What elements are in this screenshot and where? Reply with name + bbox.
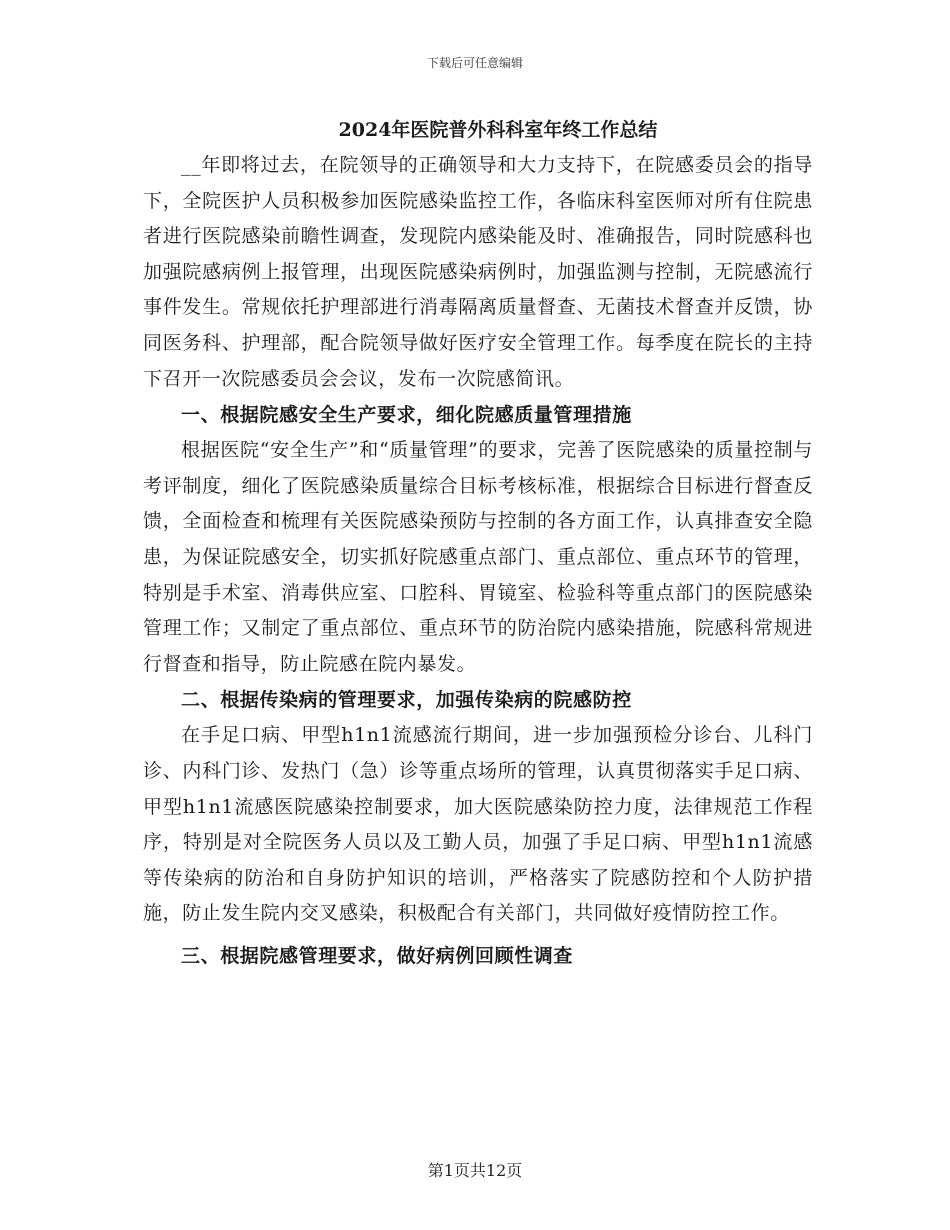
document-body [143, 112, 813, 974]
section-1-heading: 一、根据院感安全生产要求，细化院感质量管理措施 [181, 404, 632, 427]
section-1-body: 根据医院“安全生产”和“质量管理”的要求，完善了医院感染的质量控制与考评制度，细化了医院感染质量综合目标考核标准，根据综合目标进行督查反馈，全面检查和梳理有关医院感染预防与控制的各方面工作，认真排查安全隐患，为保证院感安全，切实抓好院感重点部门、重点部位、重点环节的管理，特别是手术室、消毒供应室、口腔科、胃镜室、检验科等重点部门的医院感染管理工作；又制定了重点部位、重点环节的防治院内感染措施，院感科常规进行督查和指导，防止院感在院内暴发。 [143, 439, 813, 675]
section-2-body: 在手足口病、甲型h1n1流感流行期间，进一步加强预检分诊台、儿科门诊、内科门诊、发热门（急）诊等重点场所的管理，认真贯彻落实手足口病、甲型h1n1流感医院感染控制要求，加大医院感染防控力度，法律规范工作程序，特别是对全院医务人员以及工勤人员，加强了手足口病、甲型h1n1流感等传染病的防治和自身防护知识的培训，严格落实了院感防控和个人防护措施，防止发生院内交叉感染，积极配合有关部门，共同做好疫情防控工作。 [143, 724, 813, 925]
document-title: 2024年医院普外科科室年终工作总结 [338, 119, 658, 141]
section-2-heading: 二、根据传染病的管理要求，加强传染病的院感防控 [181, 689, 632, 712]
header-note: 下载后可任意编辑 [426, 56, 523, 70]
page-footer: 第1页共12页 [427, 1161, 523, 1180]
intro-paragraph: __年即将过去，在院领导的正确领导和大力支持下，在院感委员会的指导下，全院医护人员积极参加医院感染监控工作，各临床科室医师对所有住院患者进行医院感染前瞻性调查，发现院内感染能及时、准确报告，同时院感科也加强院感病例上报管理，出现医院感染病例时，加强监测与控制，无院感流行事件发生。常规依托护理部进行消毒隔离质量督查、无菌技术督查并反馈，协同医务科、护理部，配合院领导做好医疗安全管理工作。每季度在院长的主持下召开一次院感委员会会议，发布一次院感简讯。 [143, 154, 813, 390]
section-3-heading: 三、根据院感管理要求，做好病例回顾性调查 [181, 944, 574, 967]
